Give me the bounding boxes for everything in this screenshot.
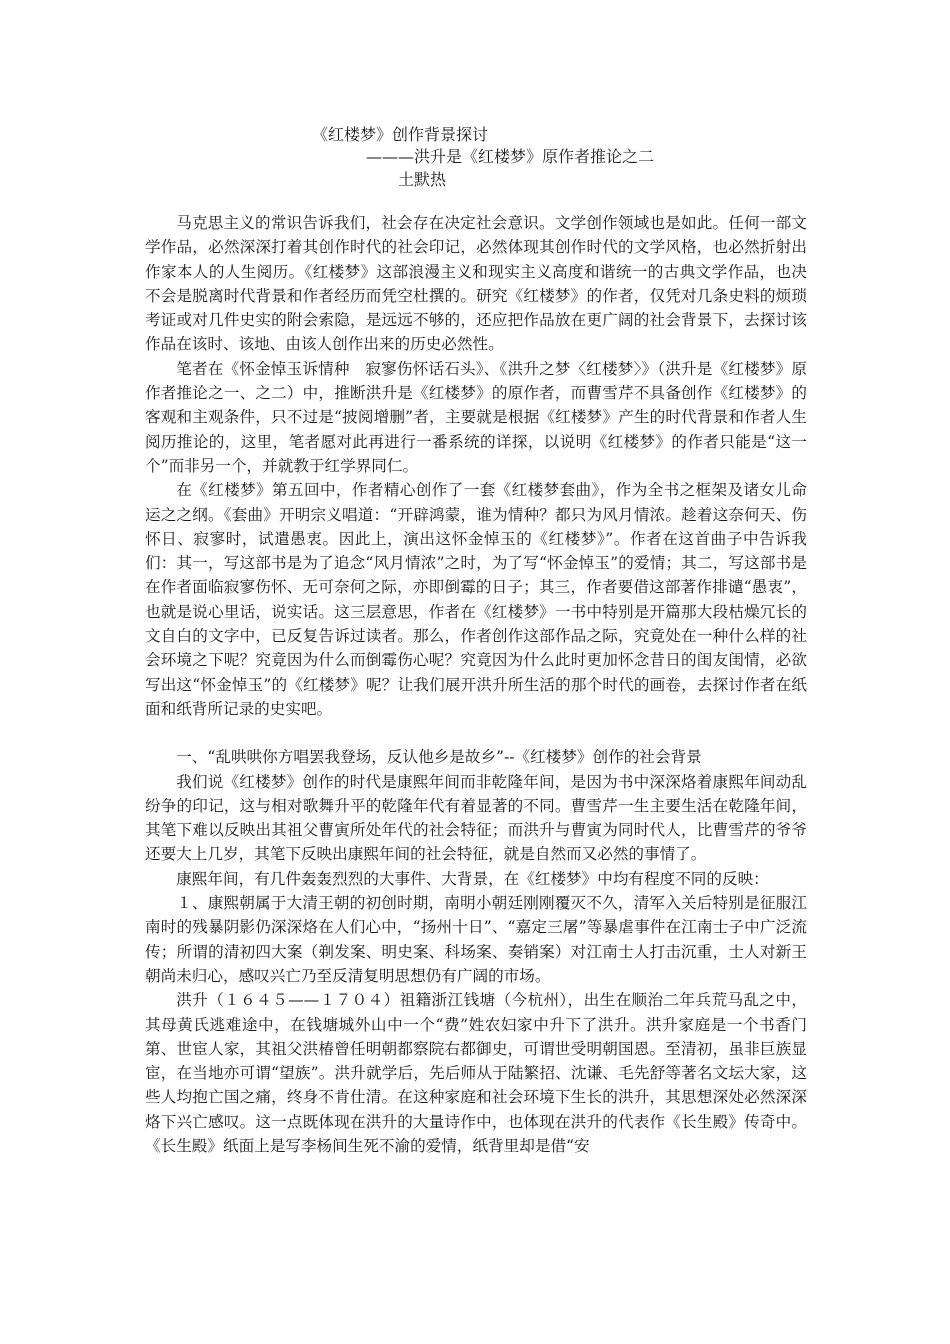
paragraph: 笔者在《怀金悼玉诉情种 寂寥伤怀话石头》、《洪升之梦〈红楼梦〉》（洪升是《红楼梦》原作者推论之一、之二）中，推断洪升是《红楼梦》的原作者，而曹雪芹不具备创作《红楼梦》的客观和主观条件，只不过是“披阅增删”者，主要就是根据《红楼梦》产生的时代背景和作者人生阅历推论的，这里，笔者愿对此再进行一番系统的详探，以说明《红楼梦》的作者只能是“这一个”而非另一个，并就教于红学界同仁。 bbox=[145, 359, 807, 475]
document-body bbox=[145, 211, 807, 1158]
document-author: 土默热 bbox=[398, 170, 447, 189]
document-title: 《红楼梦》创作背景探讨 bbox=[312, 125, 489, 144]
paragraph: 洪升（１６４５——１７０４）祖籍浙江钱塘（今杭州），出生在顺治二年兵荒马乱之中，其母黄氏逃难途中，在钱塘城外山中一个“费”姓农妇家中升下了洪升。洪升家庭是一个书香门第、世宦人家，其祖父洪椿曾任明朝都察院右都御史，可谓世受明朝国恩。至清初，虽非巨族显宦，在当地亦可谓“望族”。洪升就学后，先后师从于陆繁招、沈谦、毛先舒等著名文坛大家，这些人均抱亡国之痛，终身不肯仕清。在这种家庭和社会环境下生长的洪升，其思想深处必然深深烙下兴亡感叹。这一点既体现在洪升的大量诗作中，也体现在洪升的代表作《长生殿》传奇中。《长生殿》纸面上是写李杨间生死不渝的爱情，纸背里却是借“安 bbox=[145, 991, 807, 1155]
paragraph: 马克思主义的常识告诉我们，社会存在决定社会意识。文学创作领域也是如此。任何一部文学作品，必然深深打着其创作时代的社会印记，必然体现其创作时代的文学风格，也必然折射出作家本人的人生阅历。《红楼梦》这部浪漫主义和现实主义高度和谐统一的古典文学作品，也决不会是脱离时代背景和作者经历而凭空杜撰的。研究《红楼梦》的作者，仅凭对几条史料的烦琐考证或对几件史实的附会索隐，是远远不够的，还应把作品放在更广阔的社会背景下，去探讨该作品在该时、该地、由该人创作出来的历史必然性。 bbox=[145, 214, 807, 354]
paragraph: 康熙年间，有几件轰轰烈烈的大事件、大背景，在《红楼梦》中均有程度不同的反映： bbox=[176, 869, 769, 888]
paragraph: 在《红楼梦》第五回中，作者精心创作了一套《红楼梦套曲》，作为全书之框架及诸女儿命运之之纲。《套曲》开明宗义唱道：“开辟鸿蒙，谁为情种？都只为风月情浓。趁着这奈何天、伤怀日、寂寥时，试遣愚衷。因此上，演出这怀金悼玉的《红楼梦》”。作者在这首曲子中告诉我们：其一，写这部书是为了追念“风月情浓”之时，为了写“怀金悼玉”的爱情；其二，写这部书是在作者面临寂寥伤怀、无可奈何之际，亦即倒霉的日子；其三，作者要借这部著作排谴“愚衷”，也就是说心里话，说实话。这三层意思，作者在《红楼梦》一书中特别是开篇那大段枯燥冗长的文自白的文字中，已反复告诉过读者。那么，作者创作这部作品之际，究竟处在一种什么样的社会环境之下呢？究竟因为什么而倒霉伤心呢？究竟因为什么此时更加怀念昔日的闺友闺情，必欲写出这“怀金悼玉”的《红楼梦》呢？让我们展开洪升所生活的那个时代的画卷，去探讨作者在纸面和纸背所记录的史实吧。 bbox=[145, 481, 807, 718]
document-subtitle: ———洪升是《红楼梦》原作者推论之二 bbox=[366, 147, 655, 166]
paragraph: 我们说《红楼梦》创作的时代是康熙年间而非乾隆年间，是因为书中深深烙着康熙年间动乱纷争的印记，这与相对歌舞升平的乾隆年代有着显著的不同。曹雪芹一生主要生活在乾隆年间，其笔下难以反映出其祖父曹寅所处年代的社会特征；而洪升与曹寅为同时代人，比曹雪芹的爷爷还要大上几岁，其笔下反映出康熙年间的社会特征，就是自然而又必然的事情了。 bbox=[145, 772, 807, 864]
paragraph: １、康熙朝属于大清王朝的初创时期，南明小朝廷刚刚覆灭不久，清军入关后特别是征服江南时的残暴阴影仍深深烙在人们心中，“扬州十日”、“嘉定三屠”等暴虐事件在江南士子中广泛流传；所谓的清初四大案（剃发案、明史案、科场案、奏销案）对江南士人打击沉重，士人对新王朝尚未归心，感叹兴亡乃至反清复明思想仍有广阔的市场。 bbox=[145, 894, 807, 985]
section-heading: 一、“乱哄哄你方唱罢我登场，反认他乡是故乡”--《红楼梦》创作的社会背景 bbox=[176, 748, 702, 767]
